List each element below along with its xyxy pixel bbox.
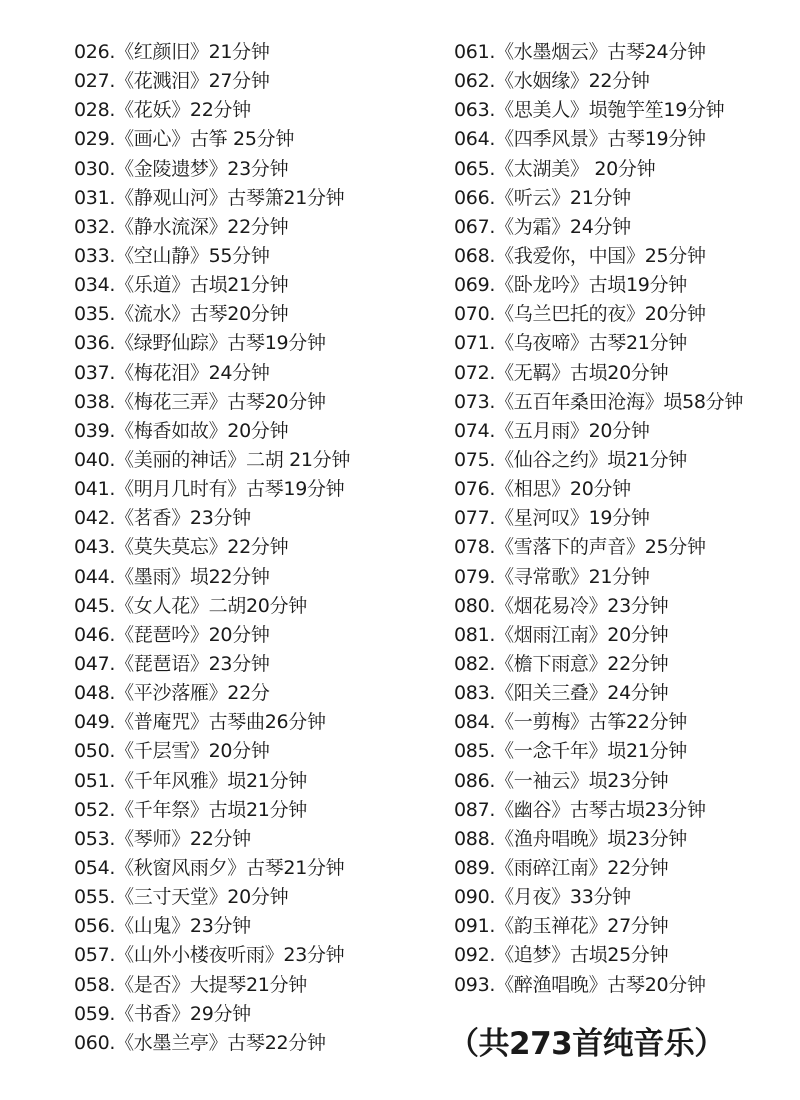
track-item: 080.《烟花易冷》23分钟: [454, 594, 669, 617]
track-item: 038.《梅花三弄》古琴20分钟: [74, 390, 326, 413]
track-item: 078.《雪落下的声音》25分钟: [454, 536, 706, 559]
track-item: 084.《一剪梅》古筝22分钟: [454, 711, 687, 734]
track-item: 088.《渔舟唱晚》埙23分钟: [454, 827, 687, 850]
track-item: 034.《乐道》古埙21分钟: [74, 274, 289, 297]
track-item: 050.《千层雪》20分钟: [74, 740, 270, 763]
track-item: 064.《四季风景》古琴19分钟: [454, 128, 706, 151]
track-item: 063.《思美人》埙匏竽笙19分钟: [454, 99, 725, 122]
track-item: 046.《琵琶吟》20分钟: [74, 623, 270, 646]
track-item: 074.《五月雨》20分钟: [454, 419, 650, 442]
track-item: 039.《梅香如故》20分钟: [74, 419, 289, 442]
track-item: 066.《听云》21分钟: [454, 186, 631, 209]
track-item: 030.《金陵遗梦》23分钟: [74, 157, 289, 180]
track-item: 072.《无羁》古埙20分钟: [454, 361, 669, 384]
track-item: 055.《三寸天堂》20分钟: [74, 886, 289, 909]
track-item: 027.《花溅泪》27分钟: [74, 70, 270, 93]
track-item: 053.《琴师》22分钟: [74, 827, 251, 850]
track-item: 079.《寻常歌》21分钟: [454, 565, 650, 588]
track-item: 069.《卧龙吟》古埙19分钟: [454, 274, 687, 297]
track-item: 058.《是否》大提琴21分钟: [74, 973, 307, 996]
track-item: 035.《流水》古琴20分钟: [74, 303, 289, 326]
track-item: 091.《韵玉禅花》27分钟: [454, 915, 669, 938]
track-item: 076.《相思》20分钟: [454, 478, 631, 501]
track-item: 068.《我爱你，中国》25分钟: [454, 244, 706, 267]
track-item: 048.《平沙落雁》22分: [74, 682, 270, 705]
track-list-left: [74, 38, 444, 1058]
track-item: 083.《阳关三叠》24分钟: [454, 682, 669, 705]
track-item: 077.《星河叹》19分钟: [454, 507, 650, 530]
track-item: 056.《山鬼》23分钟: [74, 915, 251, 938]
track-item: 087.《幽谷》古琴古埙23分钟: [454, 798, 706, 821]
track-item: 089.《雨碎江南》22分钟: [454, 856, 669, 879]
track-item: 043.《莫失莫忘》22分钟: [74, 536, 289, 559]
track-item: 049.《普庵咒》古琴曲26分钟: [74, 711, 326, 734]
track-item: 062.《水姻缘》22分钟: [454, 70, 650, 93]
track-item: 065.《太湖美》 20分钟: [454, 157, 656, 180]
track-item: 082.《檐下雨意》22分钟: [454, 652, 669, 675]
track-item: 081.《烟雨江南》20分钟: [454, 623, 669, 646]
track-item: 052.《千年祭》古埙21分钟: [74, 798, 307, 821]
track-item: 067.《为霜》24分钟: [454, 215, 631, 238]
track-item: 031.《静观山河》古琴箫21分钟: [74, 186, 345, 209]
track-item: 071.《乌夜啼》古琴21分钟: [454, 332, 687, 355]
track-item: 060.《水墨兰亭》古琴22分钟: [74, 1031, 326, 1054]
track-item: 047.《琵琶语》23分钟: [74, 652, 270, 675]
track-item: 029.《画心》古筝 25分钟: [74, 128, 295, 151]
track-item: 051.《千年风雅》埙21分钟: [74, 769, 307, 792]
track-item: 040.《美丽的神话》二胡 21分钟: [74, 448, 351, 471]
total-count-label: （共273首纯音乐）: [448, 1026, 725, 1062]
track-item: 037.《梅花泪》24分钟: [74, 361, 270, 384]
track-item: 092.《追梦》古埙25分钟: [454, 944, 669, 967]
track-item: 033.《空山静》55分钟: [74, 244, 270, 267]
track-item: 085.《一念千年》埙21分钟: [454, 740, 687, 763]
track-item: 036.《绿野仙踪》古琴19分钟: [74, 332, 326, 355]
track-item: 061.《水墨烟云》古琴24分钟: [454, 41, 706, 63]
track-item: 026.《红颜旧》21分钟: [74, 41, 270, 63]
track-item: 028.《花妖》22分钟: [74, 99, 251, 122]
track-item: 070.《乌兰巴托的夜》20分钟: [454, 303, 706, 326]
track-item: 059.《书香》29分钟: [74, 1002, 251, 1025]
track-list-right: [454, 38, 794, 1000]
track-item: 054.《秋窗风雨夕》古琴21分钟: [74, 856, 345, 879]
track-item: 041.《明月几时有》古琴19分钟: [74, 478, 345, 501]
track-item: 057.《山外小楼夜听雨》23分钟: [74, 944, 345, 967]
track-item: 044.《墨雨》埙22分钟: [74, 565, 270, 588]
track-item: 086.《一袖云》埙23分钟: [454, 769, 669, 792]
track-item: 093.《醉渔唱晚》古琴20分钟: [454, 973, 706, 996]
track-item: 042.《茗香》23分钟: [74, 507, 251, 530]
track-item: 090.《月夜》33分钟: [454, 886, 631, 909]
track-item: 075.《仙谷之约》埙21分钟: [454, 448, 687, 471]
track-item: 045.《女人花》二胡20分钟: [74, 594, 307, 617]
track-item: 073.《五百年桑田沧海》埙58分钟: [454, 390, 744, 413]
track-item: 032.《静水流深》22分钟: [74, 215, 289, 238]
